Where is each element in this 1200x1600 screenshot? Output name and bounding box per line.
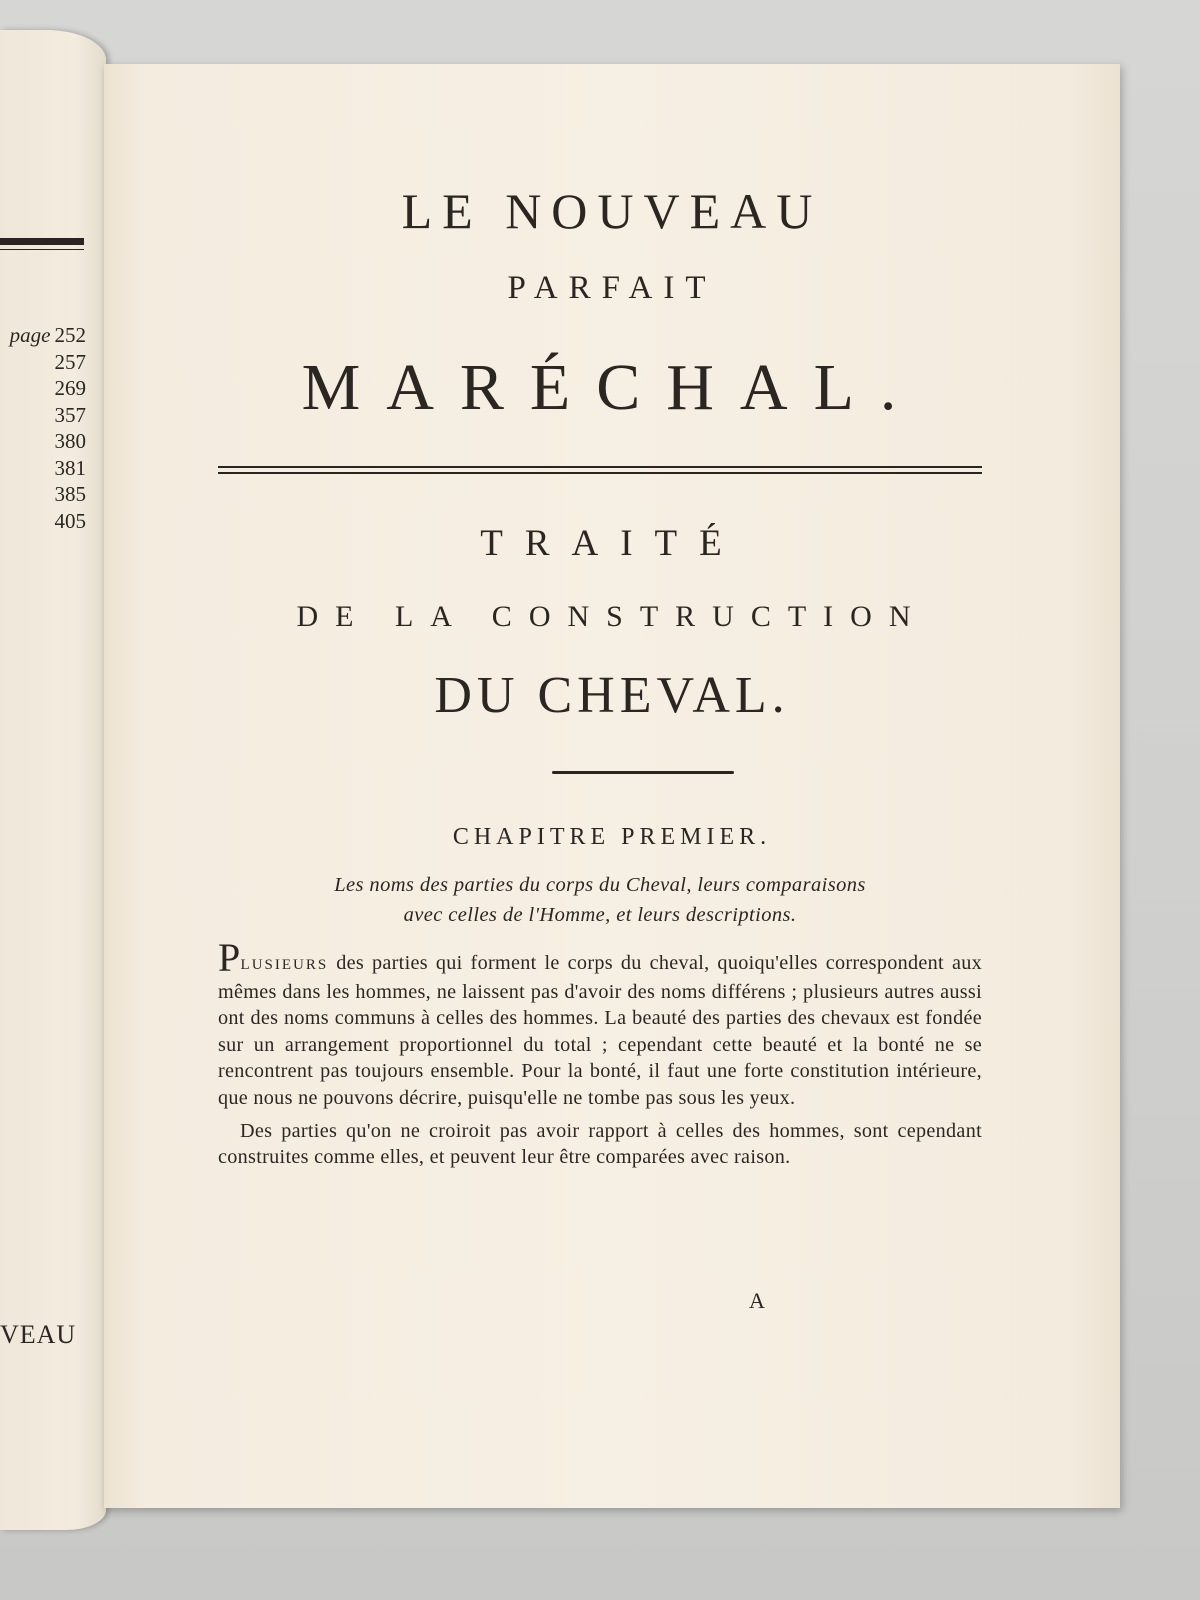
paragraph-text: des parties qui forment le corps du cheval, quoiqu'elles correspondent aux mêmes dans les hommes, ne laissent pas d'avoir des noms différens ; plusieurs autres aussi ont des noms communs à celles des hommes. La beauté des parties des chevaux est fondée sur un arrangement proportionnel du total ; cependant cette beauté et la bonté ne se rencontrent pas toujours ensemble. Pour la bonté, il faut une forte constitution intérieure, que nous ne pouvons décrire, puisqu'elle ne tombe pas sous les yeux. — [218, 952, 982, 1109]
toc-number: 385 — [54, 482, 86, 506]
previous-page-edge — [0, 30, 106, 1530]
title-line-1: LE NOUVEAU — [401, 183, 823, 239]
paragraph — [218, 935, 982, 1112]
left-page-rule — [0, 238, 84, 245]
toc-number: 252 — [54, 323, 86, 347]
signature-mark: A — [749, 1288, 765, 1313]
title-line-2: PARFAIT — [507, 270, 717, 306]
chapter-subtitle-line: avec celles de l'Homme, et leurs descriptions. — [403, 904, 797, 926]
horse-heading: DU CHEVAL. — [434, 667, 790, 724]
opening-small-caps: LUSIEURS — [240, 957, 329, 973]
treatise-heading: TRAITÉ — [480, 523, 744, 564]
left-page-catchword: VEAU — [0, 1320, 77, 1349]
body-text — [218, 935, 982, 1171]
title-line-3: MARÉCHAL. — [301, 351, 923, 424]
table-of-contents-page-numbers — [0, 322, 86, 534]
toc-row — [0, 322, 86, 349]
chapter-subtitle — [218, 870, 982, 930]
chapter-subtitle-line: Les noms des parties du corps du Cheval, leurs comparaisons — [334, 874, 866, 896]
toc-page-label: page — [9, 323, 51, 347]
toc-number: 357 — [54, 402, 86, 427]
ornamental-rule — [552, 771, 734, 774]
drop-cap: P — [218, 935, 241, 980]
toc-number: 405 — [54, 508, 86, 533]
toc-number: 380 — [54, 429, 86, 453]
toc-number: 257 — [54, 349, 86, 374]
title-page — [104, 64, 1120, 1508]
chapter-heading: CHAPITRE PREMIER. — [452, 824, 772, 850]
double-rule — [218, 466, 982, 478]
construction-heading: DE LA CONSTRUCTION — [296, 600, 928, 633]
left-page-rule-thin — [0, 249, 84, 250]
toc-number: 269 — [54, 376, 86, 400]
toc-number: 381 — [54, 455, 86, 480]
paragraph: Des parties qu'on ne croiroit pas avoir rapport à celles des hommes, sont cependant construites comme elles, et peuvent leur être comparées avec raison. — [218, 1119, 982, 1169]
